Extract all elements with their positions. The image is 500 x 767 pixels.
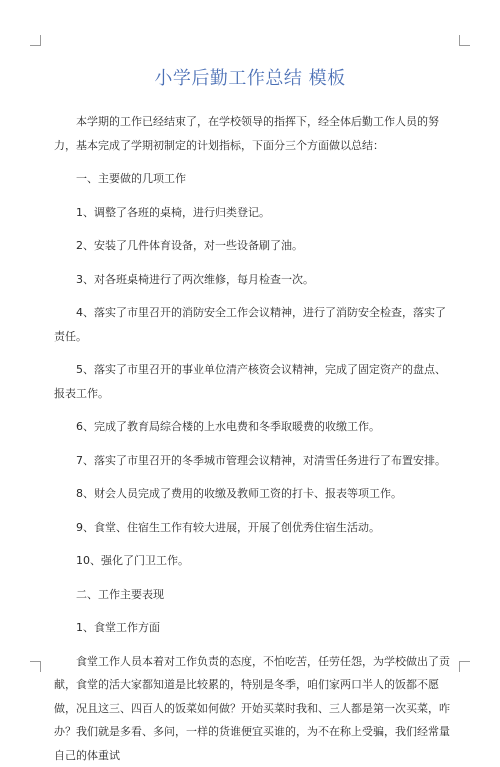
list-item: 7、落实了市里召开的冬季城市管理会议精神，对清雪任务进行了布置安排。 — [54, 449, 450, 473]
subsection-heading: 1、食堂工作方面 — [54, 616, 450, 640]
crop-mark-top-right — [459, 35, 470, 46]
list-item: 6、完成了教育局综合楼的上水电费和冬季取暖费的收缴工作。 — [54, 415, 450, 439]
section-heading: 一、主要做的几项工作 — [54, 167, 450, 191]
crop-mark-top-left — [30, 35, 41, 46]
crop-mark-bottom-left — [30, 661, 41, 672]
list-item: 9、食堂、住宿生工作有较大进展，开展了创优秀住宿生活动。 — [54, 516, 450, 540]
document-title: 小学后勤工作总结 模板 — [0, 64, 500, 90]
list-item: 4、落实了市里召开的消防安全工作会议精神，进行了消防安全检查，落实了责任。 — [54, 301, 450, 348]
crop-mark-bottom-right — [459, 661, 470, 672]
body-paragraph: 食堂工作人员本着对工作负责的态度，不怕吃苦，任劳任怨，为学校做出了贡献，食堂的活大家都知道是比较累的，特别是冬季，咱们家两口半人的饭都不愿做，况且这三、四百人的饭菜如何做？开始买菜时我和、三人都是第一次买菜，咋办？我们就是多看、多问，一样的货谁便宜买谁的，为不在称上受骗，我们经常量自己的体重试 — [54, 650, 450, 767]
intro-paragraph: 本学期的工作已经结束了，在学校领导的指挥下，经全体后勤工作人员的努力，基本完成了学期初制定的计划指标，下面分三个方面做以总结： — [54, 110, 450, 157]
list-item: 8、财会人员完成了费用的收缴及教师工资的打卡、报表等项工作。 — [54, 482, 450, 506]
list-item: 10、强化了门卫工作。 — [54, 549, 450, 573]
section-heading: 二、工作主要表现 — [54, 583, 450, 607]
document-body — [54, 110, 450, 767]
list-item: 5、落实了市里召开的事业单位清产核资会议精神，完成了固定资产的盘点、报表工作。 — [54, 358, 450, 405]
list-item: 1、调整了各班的桌椅，进行归类登记。 — [54, 201, 450, 225]
list-item: 2、安装了几件体育设备，对一些设备刷了油。 — [54, 234, 450, 258]
list-item: 3、对各班桌椅进行了两次维修，每月检查一次。 — [54, 268, 450, 292]
